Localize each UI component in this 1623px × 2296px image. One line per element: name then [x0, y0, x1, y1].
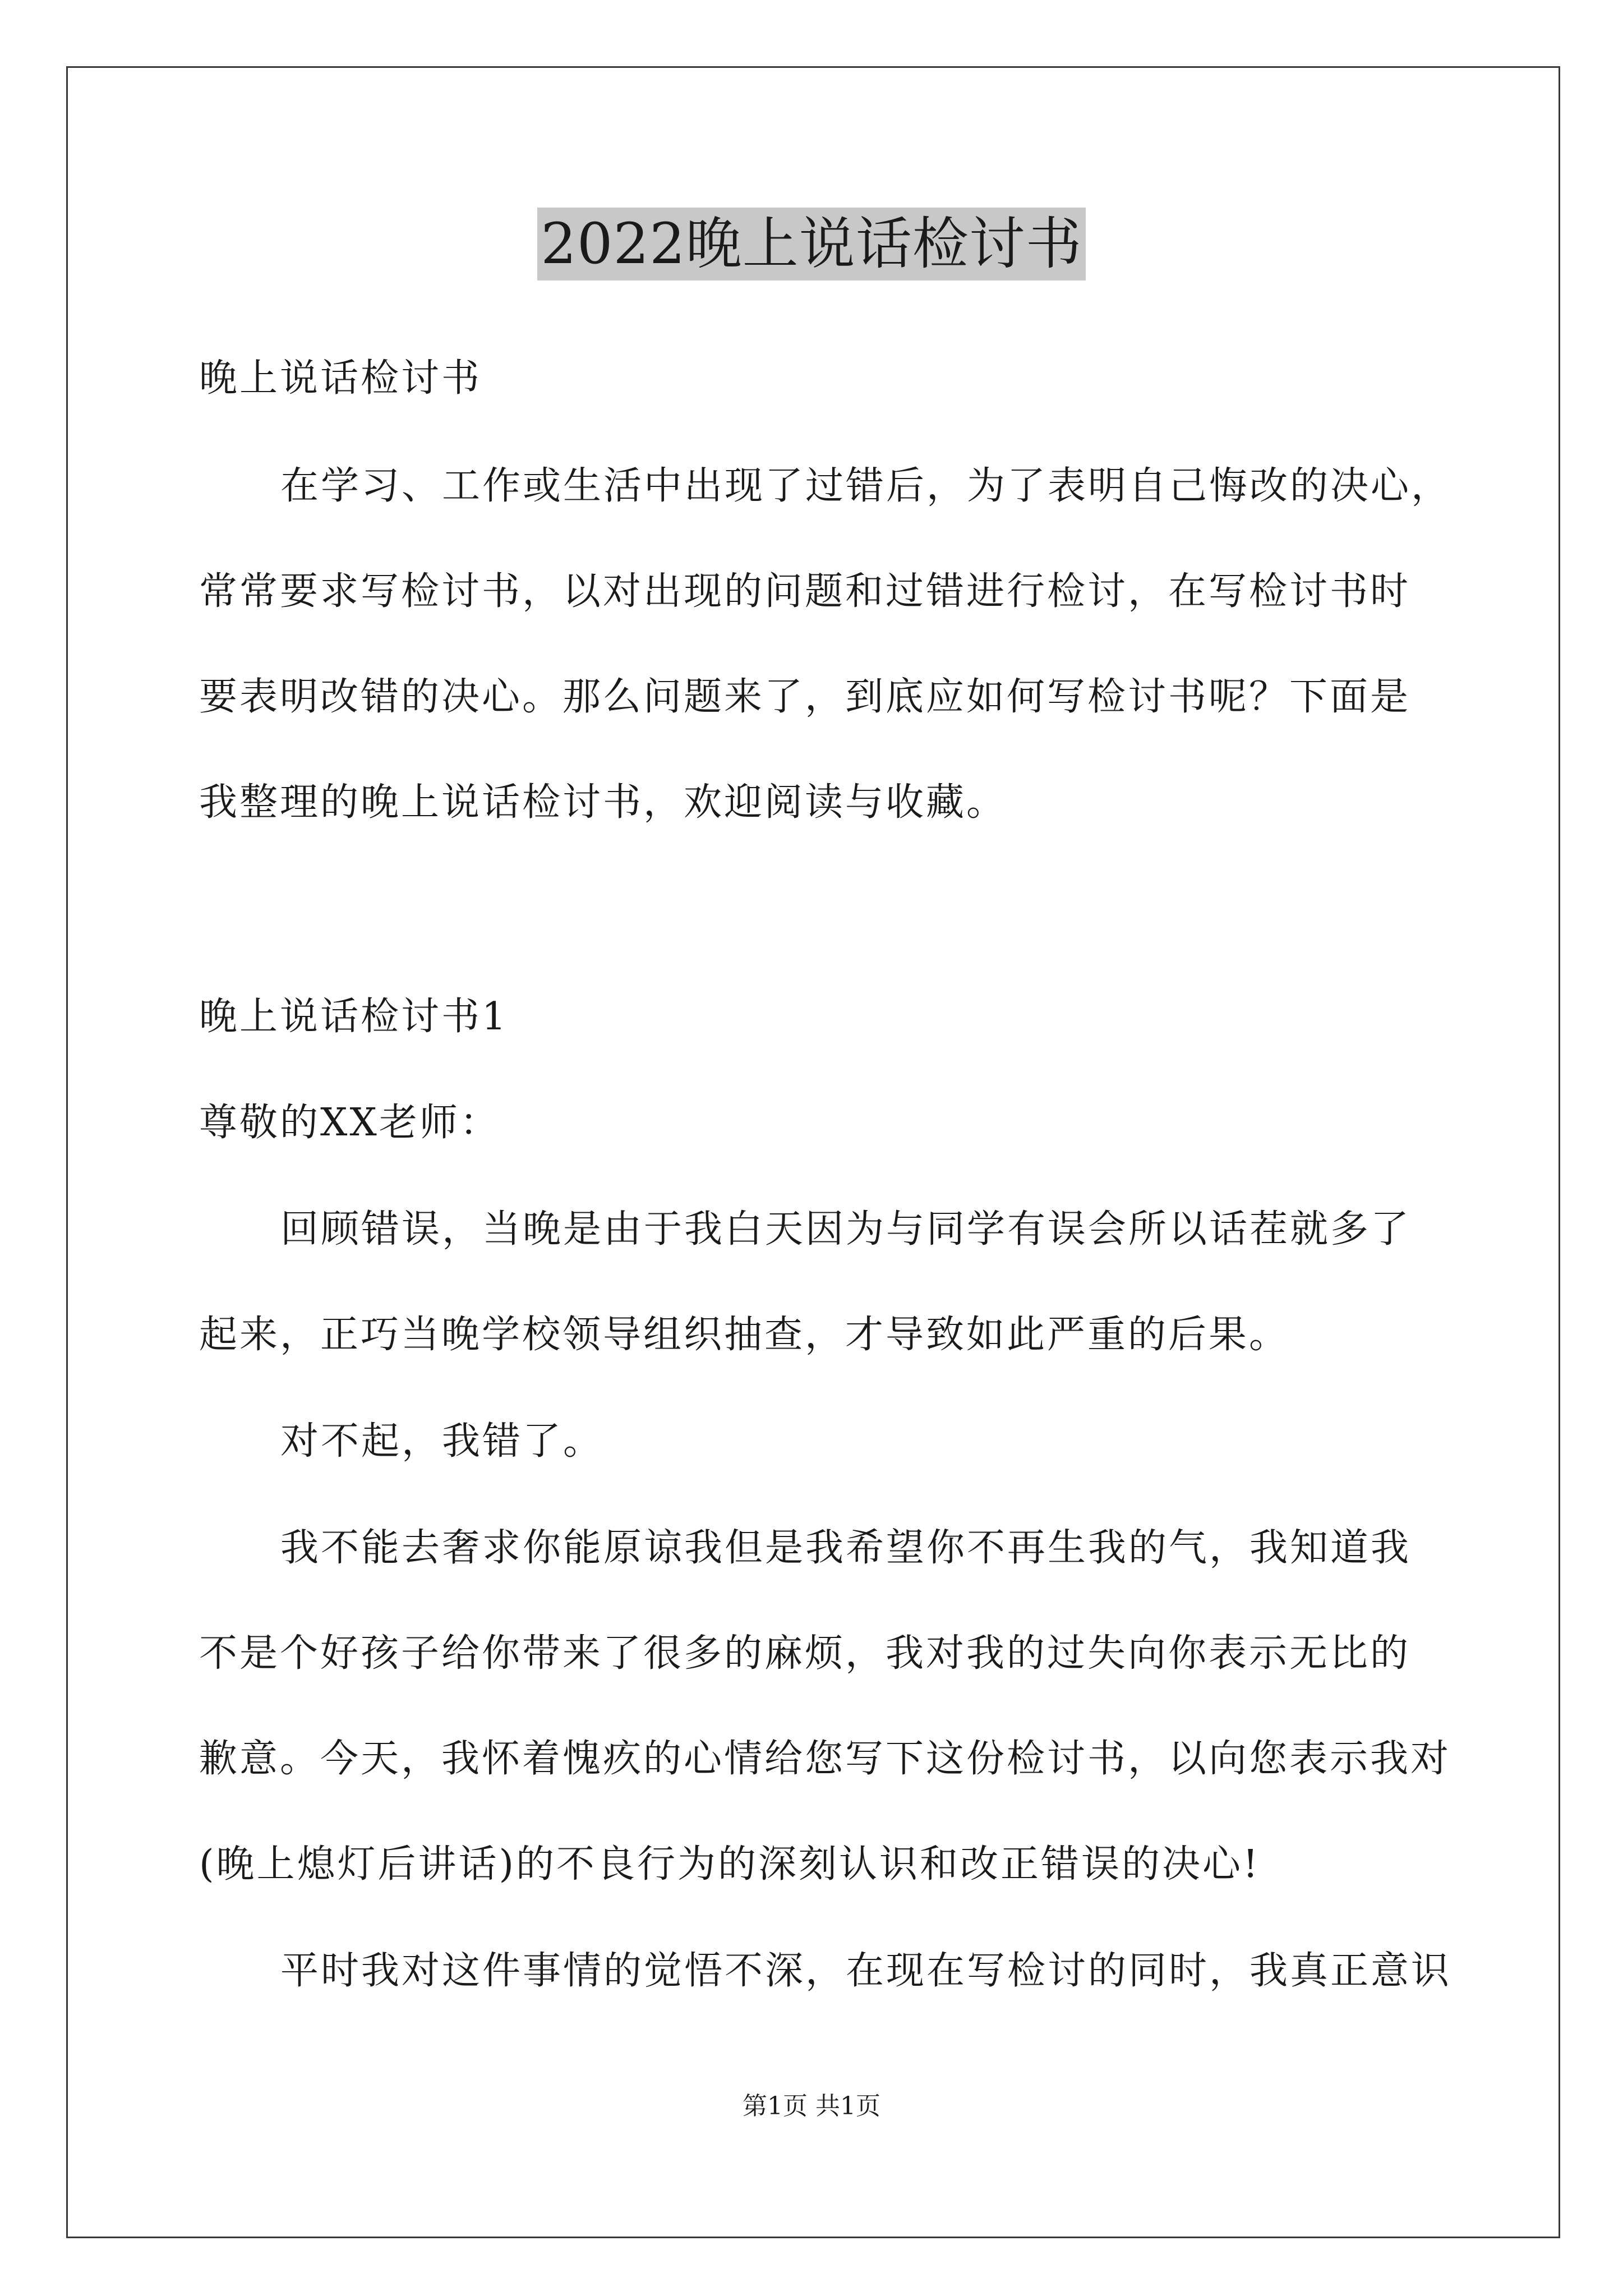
title-container [0, 208, 1623, 280]
document-title: 2022晚上说话检讨书 [537, 208, 1086, 280]
section-heading: 晚上说话检讨书1 [199, 995, 509, 1039]
paragraph-line: 要表明改错的决心。那么问题来了，到底应如何写检讨书呢？下面是 [199, 675, 1411, 719]
paragraph-line: 平时我对这件事情的觉悟不深，在现在写检讨的同时，我真正意识 [280, 1949, 1452, 1993]
paragraph-line: 我不能去奢求你能原谅我但是我希望你不再生我的气，我知道我 [280, 1526, 1412, 1570]
paragraph-line: 常常要求写检讨书，以对出现的问题和过错进行检讨，在写检讨书时 [199, 569, 1411, 614]
page-footer: 第1页 共1页 [743, 2092, 880, 2120]
salutation: 尊敬的XX老师： [199, 1101, 500, 1145]
paragraph-line: 起来，正巧当晚学校领导组织抽查，才导致如此严重的后果。 [199, 1313, 1290, 1357]
subtitle-line: 晚上说话检讨书 [199, 356, 482, 401]
paragraph-line: (晚上熄灯后讲话)的不良行为的深刻认识和改正错误的决心! [199, 1842, 1261, 1887]
paragraph-line: 不是个好孩子给你带来了很多的麻烦，我对我的过失向你表示无比的 [199, 1631, 1411, 1676]
paragraph-line: 歉意。今天，我怀着愧疚的心情给您写下这份检讨书，以向您表示我对 [199, 1737, 1451, 1781]
paragraph-line: 回顾错误，当晚是由于我白天因为与同学有误会所以话茬就多了 [280, 1207, 1412, 1251]
paragraph-line: 对不起，我错了。 [280, 1419, 604, 1464]
paragraph-line: 在学习、工作或生活中出现了过错后，为了表明自己悔改的决心， [280, 464, 1452, 508]
paragraph-line: 我整理的晚上说话检讨书，欢迎阅读与收藏。 [199, 780, 1007, 825]
